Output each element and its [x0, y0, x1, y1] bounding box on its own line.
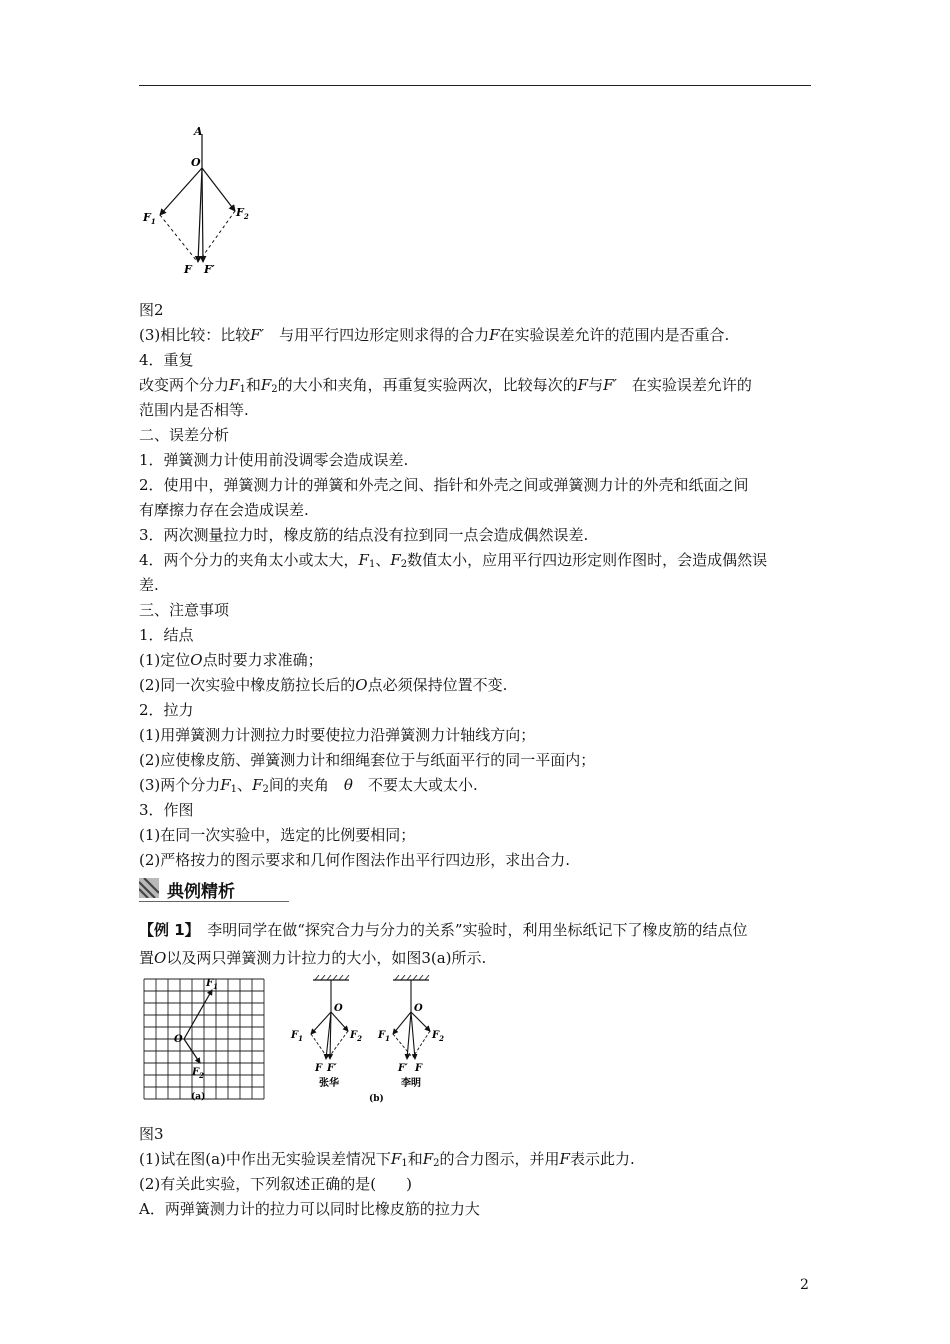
example-section-heading	[139, 876, 284, 902]
text-line: 1．弹簧测力计使用前没调零会造成误差.	[139, 451, 409, 469]
svg-text:O: O	[174, 1034, 183, 1045]
text-line: 4．两个分力的夹角太小或太大，$F_1$、$F_2$数值太小，应用平行四边形定则作图时，会造成偶然误	[139, 551, 768, 570]
svg-text:F1: $F_1$	[291, 1030, 303, 1043]
svg-text:O: O	[414, 1003, 423, 1014]
svg-text:F′: F′	[398, 1063, 408, 1074]
text-line: 2．拉力	[139, 701, 194, 719]
figure-2-caption: 图2	[139, 301, 164, 319]
svg-text:F1: $F_1$	[206, 978, 218, 991]
section-heading-2: 二、误差分析	[139, 426, 230, 444]
svg-text:F2: $F_2$	[192, 1067, 204, 1080]
figure-3b-label: (b)	[369, 1094, 384, 1104]
example-line-1: 【例 1】 李明同学在做“探究合力与分力的关系”实验时，利用坐标纸记下了橡皮筋的结点位	[139, 921, 748, 939]
figure-3b-diagrams	[285, 975, 455, 1105]
text-line: (1)在同一次实验中，选定的比例要相同；	[139, 826, 416, 844]
figure-3-caption: 图3	[139, 1125, 164, 1143]
text-line: 3．作图	[139, 801, 194, 819]
svg-text:F1: $F_1$	[378, 1030, 390, 1043]
label-F: F	[184, 263, 192, 276]
option-a: A．两弹簧测力计的拉力可以同时比橡皮筋的拉力大	[139, 1200, 480, 1218]
label-F1: $F_1$	[143, 211, 156, 226]
text-line: (3)两个分力$F_1$、$F_2$间的夹角 θ 不要太大或太小.	[139, 776, 478, 795]
name-liming: 李明	[401, 1078, 421, 1089]
text-line: (2)同一次实验中橡皮筋拉长后的O点必须保持位置不变.	[139, 676, 508, 694]
svg-text:F: F	[315, 1063, 323, 1074]
text-line: 有摩擦力存在会造成误差.	[139, 501, 309, 519]
svg-text:F′: F′	[327, 1063, 337, 1074]
page-number: 2	[800, 1277, 809, 1293]
text-line: 范围内是否相等.	[139, 401, 249, 419]
svg-text:F: F	[415, 1063, 423, 1074]
diagonal-stripe-icon	[139, 878, 159, 898]
label-F-prime: F′	[204, 263, 215, 276]
svg-text:F2: $F_2$	[350, 1030, 362, 1043]
text-line: (2)应使橡皮筋、弹簧测力计和细绳套位于与纸面平行的同一平面内；	[139, 751, 596, 769]
svg-text:F2: $F_2$	[432, 1030, 444, 1043]
section-heading-3: 三、注意事项	[139, 601, 230, 619]
text-line: 差.	[139, 576, 159, 594]
text-line: (2)严格按力的图示要求和几何作图法作出平行四边形，求出合力.	[139, 851, 571, 869]
text-line: (3)相比较：比较F′ 与用平行四边形定则求得的合力F在实验误差允许的范围内是否重合.	[139, 326, 730, 344]
header-rule	[139, 85, 811, 86]
text-line: 4．重复	[139, 351, 194, 369]
text-line: 3．两次测量拉力时，橡皮筋的结点没有拉到同一点会造成偶然误差.	[139, 526, 589, 544]
svg-text:O: O	[334, 1003, 343, 1014]
heading-text: 典例精析	[167, 882, 235, 902]
text-line: (1)用弹簧测力计测拉力时要使拉力沿弹簧测力计轴线方向；	[139, 726, 536, 744]
text-line: 1．结点	[139, 626, 194, 644]
question-2: (2)有关此实验，下列叙述正确的是( )	[139, 1175, 412, 1193]
figure-3a-grid	[140, 977, 270, 1102]
name-zhanghua: 张华	[319, 1078, 339, 1089]
text-line: (1)定位O点时要力求准确；	[139, 651, 323, 669]
figure-2-force-diagram	[138, 122, 258, 277]
example-line-2: 置O以及两只弹簧测力计拉力的大小，如图3(a)所示.	[139, 949, 487, 967]
question-1: (1)试在图(a)中作出无实验误差情况下$F_1$和$F_2$的合力图示，并用F表示此力.	[139, 1150, 635, 1169]
label-O: O	[191, 156, 201, 169]
text-line: 改变两个分力$F_1$和$F_2$的大小和夹角，再重复实验两次，比较每次的F与F′ 在实验误差允许的	[139, 376, 752, 395]
label-F2: $F_2$	[236, 206, 249, 221]
text-line: 2．使用中，弹簧测力计的弹簧和外壳之间、指针和外壳之间或弹簧测力计的外壳和纸面之间	[139, 476, 749, 494]
label-A: A	[194, 125, 203, 138]
figure-3a-label: (a)	[191, 1092, 206, 1102]
heading-underline	[139, 901, 289, 902]
